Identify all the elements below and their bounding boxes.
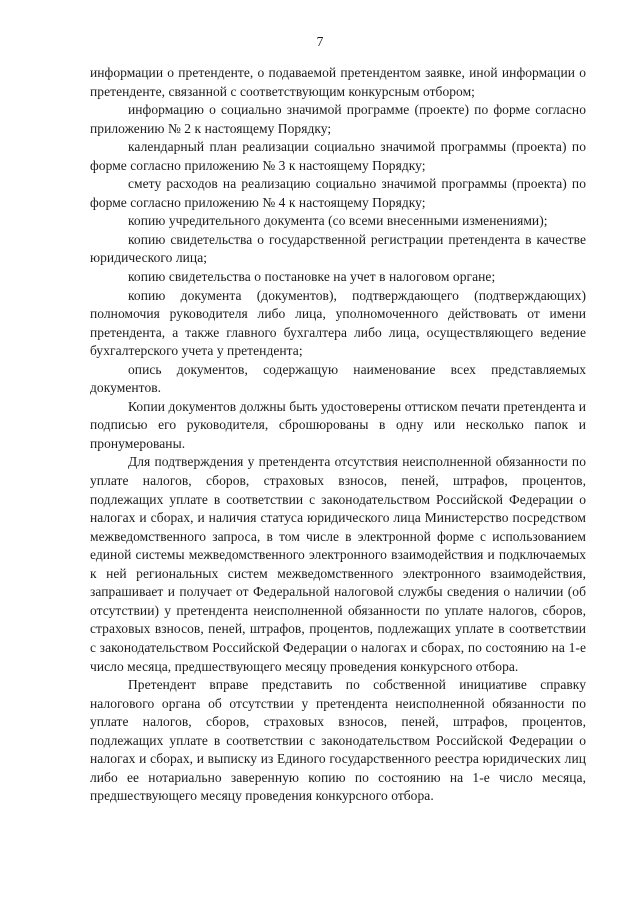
list-item-cost-estimate: смету расходов на реализацию социально значимой программы (проекта) по форме согласно приложению № 4 к настоящему Порядку;	[90, 176, 586, 210]
paragraph-continuation: информации о претенденте, о подаваемой претендентом заявке, иной информации о претенденте, связанной с соответствующим конкурсным отбором;	[90, 65, 586, 99]
list-item-tax-registration: копию свидетельства о постановке на учет в налоговом органе;	[128, 269, 496, 285]
page-number: 7	[316, 34, 324, 49]
paragraph-tax-obligation-check: Для подтверждения у претендента отсутствия неисполненной обязанности по уплате налогов, сборов, страховых взносов, пеней, штрафов, процентов, подлежащих уплате в соответствии с законодательством Российской Федерации о налогах и сборах, и наличия статуса юридического лица Министерство посредством межведомственного запроса, в том числе в электронной форме с использованием единой системы межведомственного электронного взаимодействия и подключаемых к ней региональных систем межведомственного электронного взаимодействия, запрашивает и получает от Федеральной налоговой службы сведения о наличии (об отсутствии) у претендента неисполненной обязанности по уплате налогов, сборов, страховых взносов, пеней, штрафов, процентов, подлежащих уплате в соответствии с законодательством Российской Федерации о налогах и сборах, по состоянию на 1-е число месяца, предшествующего месяцу проведения конкурсного отбора.	[90, 454, 586, 674]
paragraph-voluntary-certificate: Претендент вправе представить по собственной инициативе справку налогового органа об отсутствии у претендента неисполненной обязанности по уплате налогов, сборов, страховых взносов, пеней, штрафов, процентов, подлежащих уплате в соответствии с законодательством Российской Федерации о налогах и сборах, и выписку из Единого государственного реестра юридических лиц либо ее нотариально заверенную копию по состоянию на 1-е число месяца, предшествующего месяцу проведения конкурсного отбора.	[90, 677, 586, 804]
list-item-calendar-plan: календарный план реализации социально значимой программы (проекта) по форме согласно приложению № 3 к настоящему Порядку;	[90, 139, 586, 173]
list-item-document-inventory: опись документов, содержащую наименование всех представляемых документов.	[90, 361, 586, 396]
list-item-authority-documents: копию документа (документов), подтверждающего (подтверждающих) полномочия руководителя либо лица, уполномоченного действовать от имени претендента, а также главного бухгалтера либо лица, осуществляющего ведение бухгалтерского учета у претендента;	[90, 287, 586, 359]
list-item-founding-document: копию учредительного документа (со всеми внесенными изменениями);	[128, 213, 548, 229]
document-body	[90, 64, 586, 806]
paragraph-copies-certification: Копии документов должны быть удостоверены оттиском печати претендента и подписью его руководителя, сброшюрованы в одну или несколько папок и пронумерованы.	[90, 398, 586, 451]
list-item-registration-certificate: копию свидетельства о государственной регистрации претендента в качестве юридического лица;	[90, 231, 586, 266]
list-item-social-program-info: информацию о социально значимой программе (проекте) по форме согласно приложению № 2 к настоящему Порядку;	[90, 102, 586, 136]
